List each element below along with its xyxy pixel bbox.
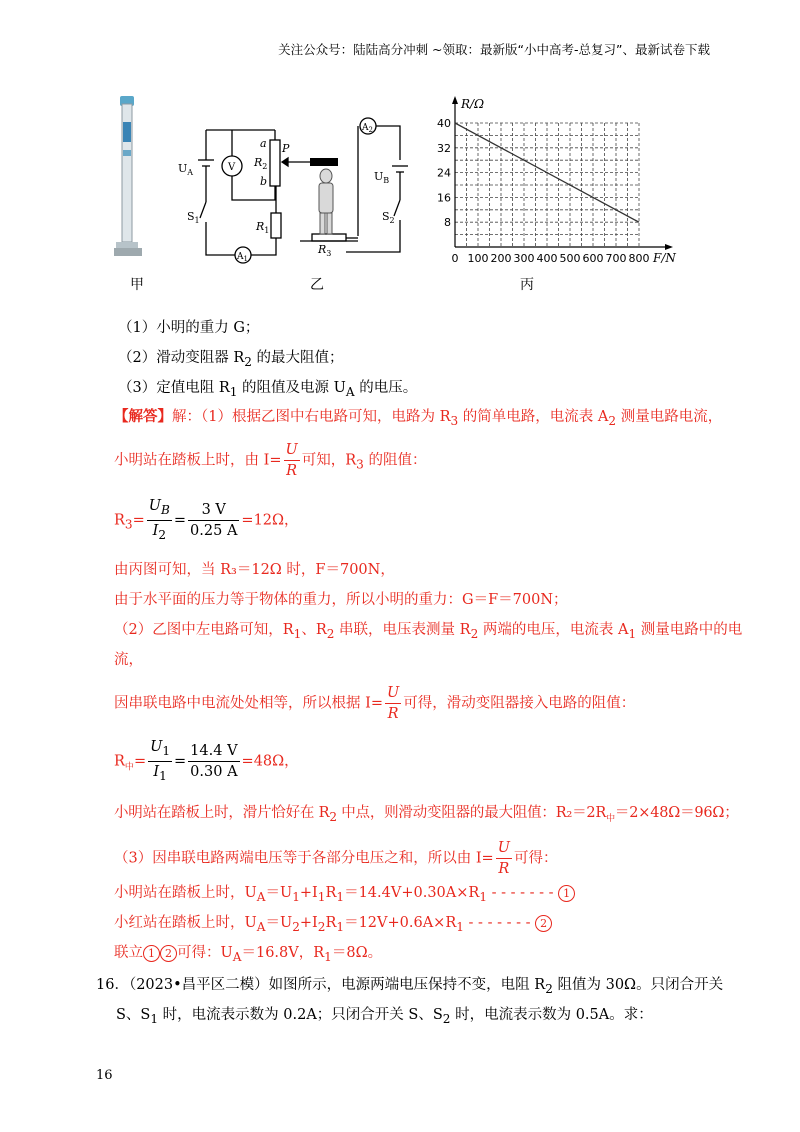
page-header: 关注公众号：陆陆高分冲刺 ~领取：最新版“小中高考-总复习”、最新试卷下载 [278, 42, 710, 57]
svg-text:R3: $R_3$ [318, 243, 332, 258]
answer-line-6: 流， [114, 652, 143, 668]
scale-photo [106, 92, 156, 267]
label-ua: $U_A$ [178, 162, 194, 177]
y-tick-label: 32 [437, 141, 451, 155]
answer-line-10: 小明站在踏板上时，$U_A=U_1+I_1R_1=14.4V+0.30A\times R_1$ - - - - - - - 1 [114, 883, 575, 907]
svg-text:S2: $S_2$ [382, 210, 395, 225]
equation-marker-1: 1 [558, 885, 575, 902]
x-tick-label: 700 [605, 252, 627, 265]
equation-marker-2: 2 [535, 915, 552, 932]
answer-line-3: 由丙图可知，当 R₃＝12Ω 时，F＝700N， [114, 562, 395, 578]
label-yi: 乙 [310, 277, 324, 293]
y-tick-label: 16 [437, 191, 451, 205]
x-tick-label: 100 [467, 252, 489, 265]
svg-text:b: b [260, 175, 268, 188]
question-16-line-2: S、$S_1$ 时，电流表示数为 0.2A；只闭合开关 S、$S_2$ 时，电流表示数为 0.5A。求： [116, 1007, 653, 1026]
resistance-force-chart [425, 92, 695, 267]
svg-text:V: V [228, 162, 236, 173]
answer-line-5: （2）乙图中左电路可知，$R_1$、$R_2$ 串联，电压表测量 $R_2$ 两端的电压，电流表 $A_1$ 测量电路中的电 [114, 622, 743, 641]
answer-line-12: 联立 1 2 可得：$U_A=16.8V$，$R_1=8\Omega$。 [114, 945, 383, 964]
question-1: （1）小明的重力 G； [118, 320, 260, 336]
answer-line-2: 小明站在踏板上时，由 I= $\frac{U}{R}$ 可知，$R_3$ 的阻值： [114, 442, 427, 479]
answer-equation-2: $R_中=$ $\frac{U_1}{I_1}$ = $\frac{14.4 V}{0.30 A}$ =48Ω， [114, 739, 299, 783]
question-2: （2）滑动变阻器 $R_2$ 的最大阻值； [118, 350, 344, 369]
x-tick-label: 600 [582, 252, 604, 265]
svg-text:a: a [260, 137, 267, 150]
svg-text:A1: $A_1$ [237, 252, 248, 263]
question-16-line-1: 16．（2023•昌平区二模）如图所示，电源两端电压保持不变，电阻 $R_2$ 阻值为 30Ω。只闭合开关 [96, 977, 724, 996]
svg-text:R2: $R_2$ [254, 156, 268, 171]
answer-line-11: 小红站在踏板上时，$U_A=U_2+I_2R_1=12V+0.6A\times R_1$ - - - - - - - 2 [114, 913, 552, 937]
y-tick-label: 40 [437, 117, 451, 130]
y-tick-label: 8 [444, 216, 451, 230]
x-tick-label: 0 [451, 252, 459, 265]
svg-text:S1: $S_1$ [187, 210, 200, 225]
circuit-diagram [170, 110, 420, 270]
y-tick-label: 24 [437, 166, 451, 180]
x-axis-label: F/N [653, 251, 676, 265]
question-3: （3）定值电阻 $R_1$ 的阻值及电源 $U_A$ 的电压。 [118, 380, 418, 399]
x-tick-label: 400 [536, 252, 558, 265]
answer-line-7: 因串联电路中电流处处相等，所以根据 I= $\frac{U}{R}$ 可得，滑动变阻器接入电路的阻值： [114, 685, 636, 722]
answer-line-9: （3）因串联电路两端电压等于各部分电压之和，所以由 I= $\frac{U}{R}$ 可得： [114, 840, 558, 877]
label-jia: 甲 [130, 277, 144, 293]
answer-equation-1: $R_3=$ $\frac{U_B}{I_2}$ = $\frac{3 V}{0.25 A}$ =12Ω， [114, 498, 299, 542]
answer-line-1: 【解答】解：（1）根据乙图中右电路可知，电路为 $R_3$ 的简单电路，电流表 $A_2$ 测量电路电流， [114, 408, 723, 428]
x-tick-label: 500 [559, 252, 581, 265]
x-tick-label: 200 [490, 252, 512, 265]
svg-text:R1: $R_1$ [256, 220, 270, 235]
y-axis-label: R/Ω [461, 97, 485, 111]
x-tick-label: 300 [513, 252, 535, 265]
answer-line-4: 由于水平面的压力等于物体的重力，所以小明的重力：G＝F＝700N； [114, 592, 568, 608]
y-axis-arrow [452, 96, 458, 104]
label-bing: 丙 [520, 277, 534, 293]
answer-line-8: 小明站在踏板上时，滑片恰好在 $R_2$ 中点，则滑动变阻器的最大阻值：$R_2=2R_中=2\times 48\Omega=96\Omega$； [114, 805, 739, 824]
svg-text:UB: $U_B$ [374, 170, 390, 185]
svg-text:A2: $A_2$ [362, 123, 373, 134]
x-axis-arrow [665, 244, 673, 250]
svg-text:P: P [282, 142, 290, 155]
x-tick-label: 800 [628, 252, 650, 265]
page-number: 16 [96, 1068, 113, 1083]
